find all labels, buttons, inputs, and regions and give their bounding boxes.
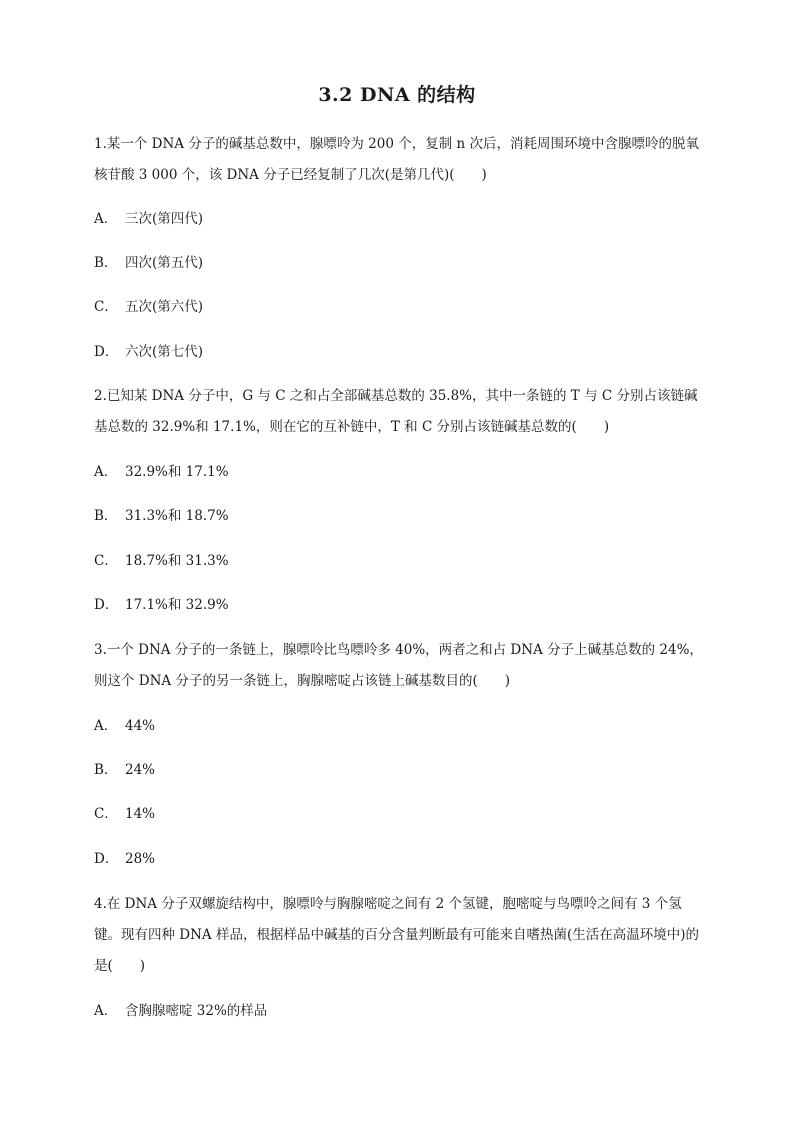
option-letter: A． <box>94 718 118 734</box>
option-letter: A． <box>94 211 118 227</box>
question-3-option-d <box>94 849 155 869</box>
option-letter: D． <box>94 344 119 360</box>
option-text: 五次(第六代) <box>125 299 204 315</box>
option-text: 31.3%和 18.7% <box>125 508 229 524</box>
question-4-option-a <box>94 1001 267 1021</box>
question-2-option-d <box>94 595 229 615</box>
question-3-option-b <box>94 760 155 780</box>
option-text: 六次(第七代) <box>125 344 204 360</box>
option-text: 含胸腺嘧啶 32%的样品 <box>125 1003 268 1019</box>
option-letter: C． <box>94 299 118 315</box>
question-2-option-a <box>94 462 229 482</box>
option-text: 四次(第五代) <box>125 255 204 271</box>
question-1-option-b <box>94 253 203 273</box>
option-text: 18.7%和 31.3% <box>125 553 229 569</box>
question-3-stem: 3.一个 DNA 分子的一条链上，腺嘌呤比鸟嘌呤多 40%，两者之和占 DNA 分子上碱基总数的 24%，则这个 DNA 分子的另一条链上，胸腺嘧啶占该链上碱基数目的( ) <box>94 642 703 689</box>
question-1-stem: 1.某一个 DNA 分子的碱基总数中，腺嘌呤为 200 个，复制 n 次后，消耗周围环境中含腺嘌呤的脱氧核苷酸 3 000 个，该 DNA 分子已经复制了几次(是第几代)( ) <box>94 136 699 183</box>
question-4-stem: 4.在 DNA 分子双螺旋结构中，腺嘌呤与胸腺嘧啶之间有 2 个氢键，胞嘧啶与鸟嘌呤之间有 3 个氢键。现有四种 DNA 样品，根据样品中碱基的百分含量判断最有可能来自嗜热菌(生活在高温环境中)的是( ) <box>94 896 700 974</box>
question-2-option-c <box>94 551 229 571</box>
option-letter: C． <box>94 553 118 569</box>
question-1-option-a <box>94 209 203 229</box>
option-text: 17.1%和 32.9% <box>125 597 229 613</box>
option-letter: B． <box>94 255 118 271</box>
option-letter: D． <box>94 851 119 867</box>
page-title: 3.2 DNA 的结构 <box>318 84 476 106</box>
option-letter: C． <box>94 806 118 822</box>
option-text: 三次(第四代) <box>125 211 204 227</box>
question-2-option-b <box>94 506 229 526</box>
question-1-option-d <box>94 342 203 362</box>
option-text: 32.9%和 17.1% <box>125 464 229 480</box>
question-2-stem: 2.已知某 DNA 分子中，G 与 C 之和占全部碱基总数的 35.8%，其中一条链的 T 与 C 分别占该链碱基总数的 32.9%和 17.1%，则在它的互补链中，T 和 C 分别占该链碱基总数的( ) <box>94 388 698 435</box>
question-1-option-c <box>94 297 203 317</box>
option-letter: D． <box>94 597 119 613</box>
option-text: 44% <box>125 718 156 734</box>
question-3-option-c <box>94 804 155 824</box>
option-text: 24% <box>125 762 156 778</box>
option-letter: A． <box>94 1003 118 1019</box>
option-letter: B． <box>94 762 118 778</box>
question-3-option-a <box>94 716 155 736</box>
option-letter: B． <box>94 508 118 524</box>
option-text: 14% <box>125 806 156 822</box>
option-letter: A． <box>94 464 118 480</box>
option-text: 28% <box>125 851 156 867</box>
